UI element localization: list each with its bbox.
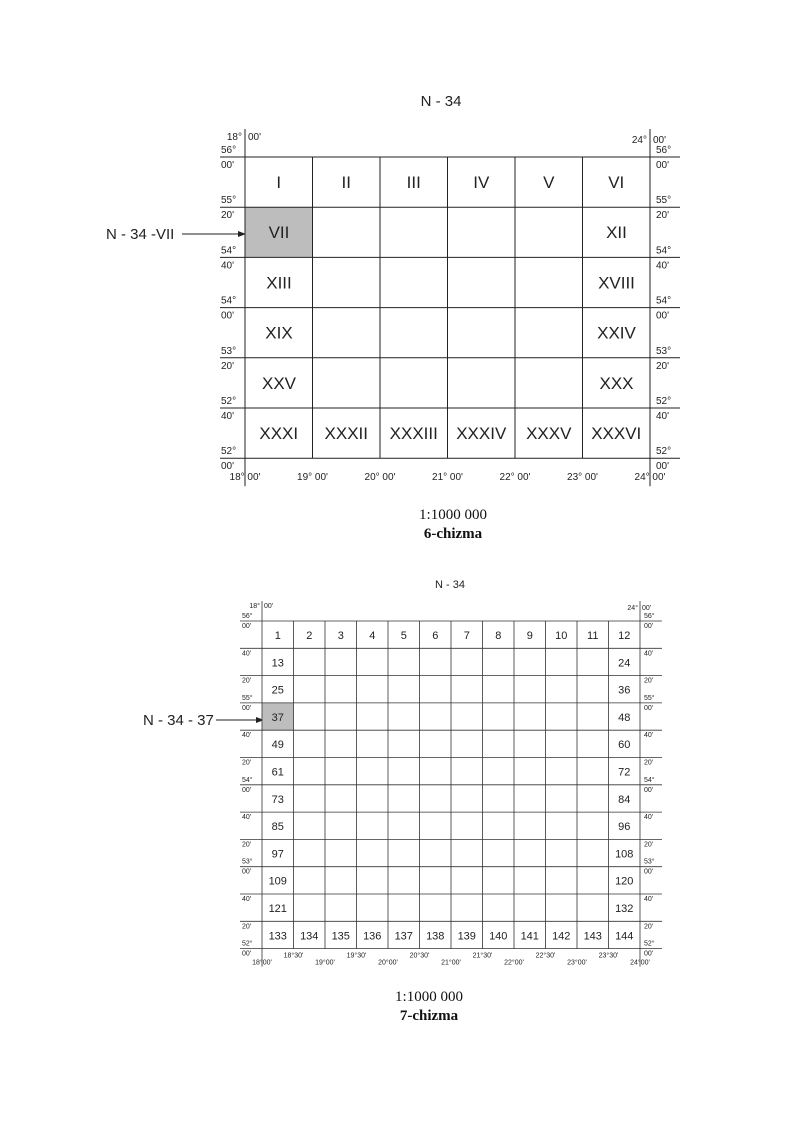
fig2-left-side-label: 40' <box>242 650 252 658</box>
fig2-pointer-label: N - 34 - 37 <box>143 712 214 729</box>
fig1-cell-label: II <box>341 173 351 192</box>
fig2-cell-label: 132 <box>615 903 634 915</box>
fig2-cell-label: 3 <box>337 630 344 642</box>
fig1-top-left-min: 00' <box>248 132 262 143</box>
fig2-right-side-label: 20' <box>644 841 654 849</box>
fig2-left-side-label: 20' <box>242 841 252 849</box>
fig2-right-side-label: 00' <box>644 950 654 958</box>
fig1-cell-label: XXXV <box>526 424 572 443</box>
fig2-bottom-lon-label: 19°00' <box>315 959 335 967</box>
fig2-cell-label: 108 <box>615 848 634 861</box>
fig2-grid <box>240 601 662 967</box>
fig1-right-min-label: 00' <box>656 461 670 473</box>
fig2-left-side-label: 54° <box>242 776 253 784</box>
fig1-right-min-label: 40' <box>656 411 670 422</box>
fig2-left-side-label: 20' <box>242 677 252 685</box>
fig1-scale: 1:1000 000 <box>419 507 487 523</box>
fig2-bottom-lon-label: 20°30' <box>409 952 430 960</box>
fig2-left-side-label: 00' <box>242 704 252 712</box>
fig1-cell-label: VII <box>268 223 290 243</box>
fig2-cell-label: 13 <box>271 657 284 670</box>
fig2-cell-label: 134 <box>300 930 319 943</box>
fig1-left-lat-label: 53° <box>221 345 237 357</box>
fig2-bottom-lon-label: 20°00' <box>378 959 398 967</box>
fig2-right-side-label: 40' <box>644 896 654 903</box>
fig2-right-side-label: 00' <box>644 868 654 876</box>
fig1-left-min-label: 20' <box>221 210 235 222</box>
fig1-cell-label: IV <box>473 173 490 192</box>
fig1-bottom-lon-label: 24° 00' <box>634 472 666 484</box>
fig2-bottom-lon-label: 22°30' <box>535 952 556 960</box>
fig1-cell-label: XIII <box>266 273 292 293</box>
fig2-top-right-min: 00' <box>642 605 652 612</box>
fig2-left-side-label: 40' <box>242 732 252 740</box>
fig2-cell-label: 11 <box>587 630 599 642</box>
fig1-bottom-lon-label: 21° 00' <box>432 472 463 484</box>
fig1-right-lat-label: 55° <box>656 195 672 207</box>
fig2-cell-label: 60 <box>618 739 631 752</box>
fig2-cell-label: 120 <box>615 875 634 888</box>
fig1-right-min-label: 20' <box>656 360 670 372</box>
fig2-title: N - 34 <box>435 579 465 591</box>
fig2-bottom-lon-label: 18°00' <box>252 959 272 967</box>
fig1-left-min-label: 00' <box>221 310 235 322</box>
fig1-top-left-lon: 18° <box>226 132 242 143</box>
fig2-cell-label: 12 <box>618 630 631 642</box>
fig1-cell-label: XXXIII <box>389 424 438 443</box>
fig2-cell-label: 136 <box>363 930 382 943</box>
fig1-left-lat-label: 54° <box>221 295 237 307</box>
fig2-cell-label: 97 <box>271 848 284 861</box>
fig2-right-side-label: 00' <box>644 786 654 794</box>
fig2-right-side-label: 40' <box>644 814 654 822</box>
fig1-left-min-label: 00' <box>221 160 235 171</box>
fig1-cell-label: XIX <box>265 323 293 343</box>
fig2-left-side-label: 20' <box>242 923 252 931</box>
fig1-right-lat-label: 54° <box>656 245 672 257</box>
fig1-title: N - 34 <box>420 93 462 110</box>
fig2-cell-label: 139 <box>457 930 476 943</box>
fig2-cell-label: 6 <box>432 630 439 642</box>
fig2-cell-label: 140 <box>489 930 508 943</box>
fig2-right-side-label: 40' <box>644 732 654 740</box>
fig1-right-min-label: 00' <box>656 160 670 171</box>
fig2-right-side-label: 00' <box>644 623 654 630</box>
fig2-right-side-label: 40' <box>644 650 654 658</box>
fig1-cell-label: XXXII <box>324 424 368 443</box>
fig1-right-lat-label: 53° <box>656 345 672 357</box>
fig1-bottom-lon-label: 23° 00' <box>567 472 598 484</box>
fig2-caption: 7-chizma <box>399 1008 459 1024</box>
fig1-cell-label: VI <box>608 173 625 192</box>
fig2-right-side-label: 20' <box>644 677 654 685</box>
fig1-cell-label: XXX <box>599 373 634 393</box>
fig2-cell-label: 143 <box>583 930 602 943</box>
fig2-cell-label: 137 <box>394 930 413 943</box>
fig2-bottom-lon-label: 24°00' <box>630 959 650 967</box>
fig1-right-lat-label: 56° <box>656 145 672 156</box>
fig2-scale: 1:1000 000 <box>395 989 463 1005</box>
fig1-right-lat-label: 54° <box>656 295 672 307</box>
fig2-cell-label: 37 <box>271 711 284 724</box>
fig2-bottom-lon-label: 22°00' <box>504 959 524 967</box>
fig2-left-side-label: 00' <box>242 868 252 876</box>
fig2-left-side-label: 20' <box>242 759 252 767</box>
fig1-right-lat-label: 52° <box>656 446 672 458</box>
fig2-cell-label: 25 <box>271 684 284 697</box>
fig1-cell-label: I <box>276 173 282 192</box>
fig2-bottom-lon-label: 19°30' <box>346 952 367 960</box>
fig1-bottom-lon-label: 19° 00' <box>297 472 328 484</box>
fig2-cell-label: 10 <box>555 630 568 642</box>
fig1-left-lat-label: 56° <box>221 145 237 156</box>
fig1-right-min-label: 40' <box>656 260 670 272</box>
fig2-bottom-lon-label: 18°30' <box>283 952 304 960</box>
fig2-cell-label: 141 <box>520 930 539 943</box>
fig2-cell-label: 8 <box>495 630 502 642</box>
fig2-right-side-label: 00' <box>644 704 654 712</box>
fig2-bottom-lon-label: 23°00' <box>567 959 587 967</box>
fig2-cell-label: 5 <box>400 630 407 642</box>
fig2-right-side-label: 20' <box>644 759 654 767</box>
fig1-right-min-label: 00' <box>656 310 670 322</box>
fig2-left-side-label: 40' <box>242 896 252 903</box>
fig1-cell-label: XXV <box>261 373 297 393</box>
fig2-right-side-label: 55° <box>644 694 655 702</box>
fig2-cell-label: 109 <box>268 875 287 888</box>
fig1-grid <box>220 129 680 486</box>
fig1-left-min-label: 40' <box>221 260 235 272</box>
fig1-top-right-lon: 24° <box>631 135 647 146</box>
fig2-left-side-label: 00' <box>242 786 252 794</box>
fig1-bottom-lon-label: 22° 00' <box>499 472 531 484</box>
fig1-left-min-label: 40' <box>221 411 235 422</box>
fig2-cell-label: 9 <box>526 630 533 642</box>
fig2-cell-label: 4 <box>369 630 376 642</box>
fig2-cell-label: 138 <box>426 930 445 943</box>
fig1-right-lat-label: 52° <box>656 396 672 407</box>
fig2-cell-label: 135 <box>331 930 350 943</box>
fig2-cell-label: 36 <box>618 684 631 697</box>
fig2-right-side-label: 52° <box>644 940 655 948</box>
fig2-left-side-label: 00' <box>242 623 252 630</box>
fig2-cell-label: 48 <box>618 711 631 724</box>
fig2-cell-label: 142 <box>552 930 571 943</box>
fig2-cell-label: 24 <box>618 657 631 670</box>
fig2-top-left-min: 00' <box>264 603 274 610</box>
fig1-bottom-lon-label: 20° 00' <box>364 472 396 484</box>
fig1-left-min-label: 00' <box>221 461 235 473</box>
fig1-left-lat-label: 52° <box>221 396 237 407</box>
fig1-left-lat-label: 52° <box>221 446 237 458</box>
fig2-top-left-lon: 18° <box>249 603 260 610</box>
fig2-left-side-label: 53° <box>242 858 253 866</box>
fig1-cell-label: XXXI <box>259 424 299 443</box>
fig2-right-side-label: 20' <box>644 923 654 931</box>
fig2-cell-label: 144 <box>615 930 634 943</box>
fig2-cell-label: 49 <box>271 739 284 752</box>
fig1-cell-label: XXXVI <box>591 424 642 443</box>
fig2-top-right-lon: 24° <box>627 605 638 612</box>
fig1-cell-label: XII <box>606 223 627 243</box>
fig2-left-side-label: 00' <box>242 950 252 958</box>
fig1-cell-label: III <box>406 173 421 192</box>
fig2-left-side-label: 52° <box>242 940 253 948</box>
fig1-caption: 6-chizma <box>423 526 483 542</box>
fig1-cell-label: XXIV <box>597 323 636 343</box>
fig2-cell-label: 1 <box>274 630 281 642</box>
fig2-cell-label: 84 <box>618 793 631 806</box>
fig1-cell-label: XXXIV <box>456 424 507 443</box>
fig2-cell-label: 133 <box>268 930 287 943</box>
fig1-pointer-label: N - 34 -VII <box>106 226 175 243</box>
fig2-cell-label: 85 <box>271 821 284 834</box>
fig2-left-side-label: 56° <box>242 613 253 620</box>
fig2-left-side-label: 40' <box>242 814 252 822</box>
fig2-cell-label: 7 <box>463 630 470 642</box>
fig2-cell-label: 2 <box>306 630 313 642</box>
fig1-left-min-label: 20' <box>221 360 235 372</box>
fig2-cell-label: 73 <box>271 793 284 806</box>
fig2-bottom-lon-label: 23°30' <box>598 952 619 960</box>
fig2-cell-label: 96 <box>618 821 631 834</box>
fig1-left-lat-label: 54° <box>221 245 237 257</box>
fig2-bottom-lon-label: 21°00' <box>441 959 461 967</box>
fig2-bottom-lon-label: 21°30' <box>472 952 493 960</box>
fig2-cell-label: 121 <box>268 903 287 915</box>
fig1-bottom-lon-label: 18° 00' <box>229 472 261 484</box>
fig1-top-right-min: 00' <box>653 135 667 146</box>
fig2-right-side-label: 54° <box>644 776 655 784</box>
fig1-right-min-label: 20' <box>656 210 670 222</box>
fig2-cell-label: 72 <box>618 766 631 779</box>
fig2-right-side-label: 53° <box>644 858 655 866</box>
fig2-right-side-label: 56° <box>644 613 655 620</box>
fig1-cell-label: V <box>543 173 555 192</box>
fig1-left-lat-label: 55° <box>221 195 237 207</box>
fig2-cell-label: 61 <box>271 766 284 779</box>
fig1-cell-label: XVIII <box>598 273 635 293</box>
fig2-left-side-label: 55° <box>242 694 253 702</box>
